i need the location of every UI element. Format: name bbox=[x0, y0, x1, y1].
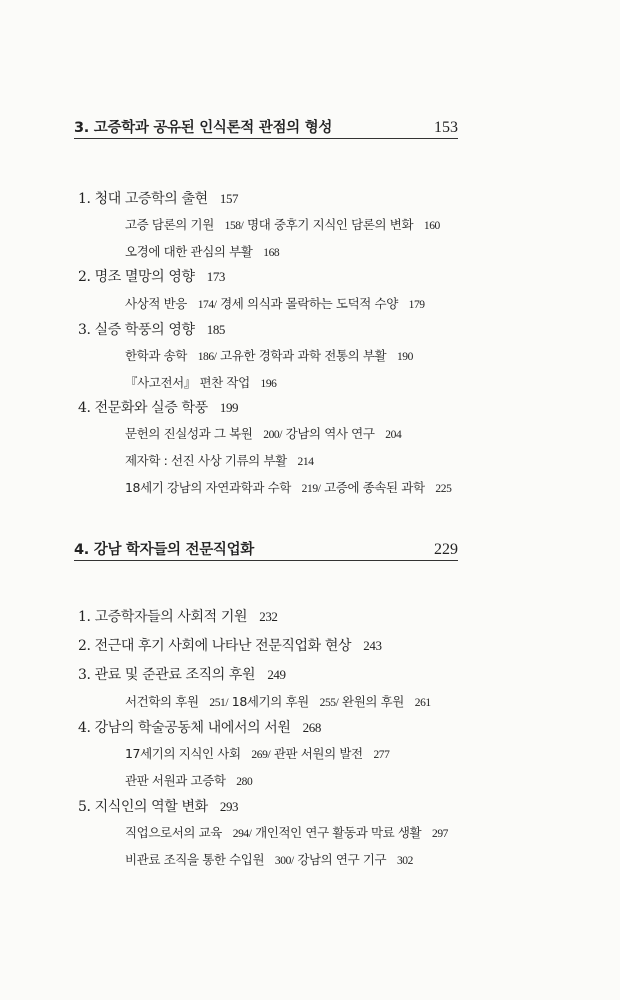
toc-page: 294 bbox=[232, 828, 249, 840]
toc-subsection: 서건학의 후원 251/ 18세기의 후원 255/ 완원의 후원 261 bbox=[125, 694, 431, 709]
toc-page: 168 bbox=[263, 247, 280, 259]
toc-page: 255 bbox=[319, 697, 336, 709]
toc-subsection bbox=[125, 242, 279, 260]
toc-page: 232 bbox=[259, 609, 278, 624]
toc-page: 157 bbox=[219, 191, 239, 206]
toc-text: 고증에 종속된 과학 bbox=[324, 480, 425, 495]
toc-page: 173 bbox=[206, 269, 226, 284]
toc-text: 2. 전근대 후기 사회에 나타난 전문직업화 현상 bbox=[78, 638, 352, 654]
toc-text: 고증 담론의 기원 bbox=[125, 217, 214, 232]
toc-text: 『사고전서』 편찬 작업 bbox=[125, 375, 250, 390]
toc-text: 제자학 : 선진 사상 기류의 부활 bbox=[125, 453, 287, 468]
toc-page: 225 bbox=[435, 483, 452, 495]
toc-subsection: 한학과 송학 186/ 고유한 경학과 과학 전통의 부활 190 bbox=[125, 348, 413, 363]
toc-text: 1. 고증학자들의 사회적 기원 bbox=[78, 609, 248, 625]
toc-page: 219 bbox=[301, 483, 318, 495]
toc-page: 185 bbox=[206, 322, 226, 337]
toc-text: 18세기의 후원 bbox=[231, 694, 309, 709]
toc-page: 200 bbox=[263, 429, 280, 441]
toc-text: 서건학의 후원 bbox=[125, 694, 199, 709]
toc-text: 관판 서원과 고증학 bbox=[125, 773, 226, 788]
toc-text: 한학과 송학 bbox=[125, 348, 187, 363]
toc-subsection: 비관료 조직을 통한 수입원 300/ 강남의 연구 기구 302 bbox=[125, 852, 413, 867]
toc-page: 300 bbox=[274, 855, 291, 867]
toc-page: 190 bbox=[396, 351, 413, 363]
toc-text: 17세기의 지식인 사회 bbox=[125, 746, 241, 761]
toc-page: 214 bbox=[297, 456, 314, 468]
toc-text: 사상적 반응 bbox=[125, 296, 187, 311]
toc-section bbox=[78, 188, 238, 208]
toc-page: 158 bbox=[224, 220, 241, 232]
toc-page: 251 bbox=[209, 697, 226, 709]
toc-text: 직업으로서의 교육 bbox=[125, 825, 222, 840]
toc-subsection: 고증 담론의 기원 158/ 명대 중후기 지식인 담론의 변화 160 bbox=[125, 217, 440, 232]
toc-section bbox=[78, 266, 225, 286]
toc-subsection bbox=[125, 373, 277, 391]
toc-text: 1. 청대 고증학의 출현 bbox=[78, 191, 208, 207]
toc-section bbox=[78, 796, 238, 816]
toc-subsection: 17세기의 지식인 사회 269/ 관판 서원의 발전 277 bbox=[125, 746, 390, 761]
toc-section bbox=[78, 717, 321, 737]
toc-page: 160 bbox=[423, 220, 440, 232]
toc-page: 293 bbox=[219, 799, 239, 814]
toc-page: 243 bbox=[363, 638, 382, 653]
toc-page: 174 bbox=[197, 299, 214, 311]
toc-text: 관판 서원의 발전 bbox=[273, 746, 363, 761]
toc-text: 완원의 후원 bbox=[342, 694, 404, 709]
chapter-4 bbox=[74, 537, 458, 867]
toc-section bbox=[78, 397, 238, 417]
toc-subsection: 문헌의 진실성과 그 복원 200/ 강남의 역사 연구 204 bbox=[125, 426, 402, 441]
chapter-3 bbox=[74, 115, 458, 495]
toc-page: 261 bbox=[414, 697, 431, 709]
toc-text: 고유한 경학과 과학 전통의 부활 bbox=[220, 348, 387, 363]
toc-page: 199 bbox=[219, 400, 239, 415]
chapter-3-heading bbox=[74, 115, 458, 139]
toc-text: 18세기 강남의 자연과학과 수학 bbox=[125, 480, 291, 495]
toc-subsection bbox=[125, 771, 252, 789]
toc-page: 302 bbox=[396, 855, 413, 867]
toc-text: 명대 중후기 지식인 담론의 변화 bbox=[247, 217, 414, 232]
toc-page: 268 bbox=[302, 720, 321, 735]
toc-text: 3. 관료 및 준관료 조직의 후원 bbox=[78, 667, 256, 683]
toc-section bbox=[78, 606, 278, 626]
toc-subsection bbox=[125, 451, 314, 469]
toc-page: 277 bbox=[373, 749, 390, 761]
toc-page: 204 bbox=[385, 429, 402, 441]
toc-page: 269 bbox=[251, 749, 268, 761]
toc-text: 경세 의식과 몰락하는 도덕적 수양 bbox=[220, 296, 398, 311]
toc-text: 오경에 대한 관심의 부활 bbox=[125, 244, 253, 259]
toc-subsection: 사상적 반응 174/ 경세 의식과 몰락하는 도덕적 수양 179 bbox=[125, 296, 425, 311]
chapter-3-title: 3. 고증학과 공유된 인식론적 관점의 형성 bbox=[74, 120, 333, 136]
toc-page: 280 bbox=[236, 776, 253, 788]
chapter-4-page: 229 bbox=[434, 541, 458, 558]
toc-subsection: 직업으로서의 교육 294/ 개인적인 연구 활동과 막료 생활 297 bbox=[125, 825, 449, 840]
toc-text: 문헌의 진실성과 그 복원 bbox=[125, 426, 253, 441]
toc-subsection: 18세기 강남의 자연과학과 수학 219/ 고증에 종속된 과학 225 bbox=[125, 480, 452, 495]
toc-text: 강남의 연구 기구 bbox=[297, 852, 387, 867]
chapter-4-heading bbox=[74, 537, 458, 561]
toc-text: 개인적인 연구 활동과 막료 생활 bbox=[255, 825, 422, 840]
toc-text: 4. 강남의 학술공동체 내에서의 서원 bbox=[78, 720, 291, 736]
toc-page: 179 bbox=[408, 299, 425, 311]
toc-section bbox=[78, 635, 382, 655]
toc-text: 3. 실증 학풍의 영향 bbox=[78, 322, 195, 338]
toc-text: 5. 지식인의 역할 변화 bbox=[78, 799, 208, 815]
toc-page: 196 bbox=[260, 378, 277, 390]
chapter-4-title: 4. 강남 학자들의 전문직업화 bbox=[74, 542, 255, 558]
toc-text: 4. 전문화와 실증 학풍 bbox=[78, 400, 208, 416]
toc-page: 249 bbox=[267, 667, 286, 682]
toc-text: 2. 명조 멸망의 영향 bbox=[78, 269, 195, 285]
toc-page: 297 bbox=[431, 828, 449, 840]
toc-page: 186 bbox=[197, 351, 214, 363]
toc-section bbox=[78, 319, 225, 339]
toc-text: 비관료 조직을 통한 수입원 bbox=[125, 852, 265, 867]
toc-section bbox=[78, 664, 286, 684]
toc-text: 강남의 역사 연구 bbox=[285, 426, 375, 441]
chapter-3-page: 153 bbox=[434, 119, 458, 136]
